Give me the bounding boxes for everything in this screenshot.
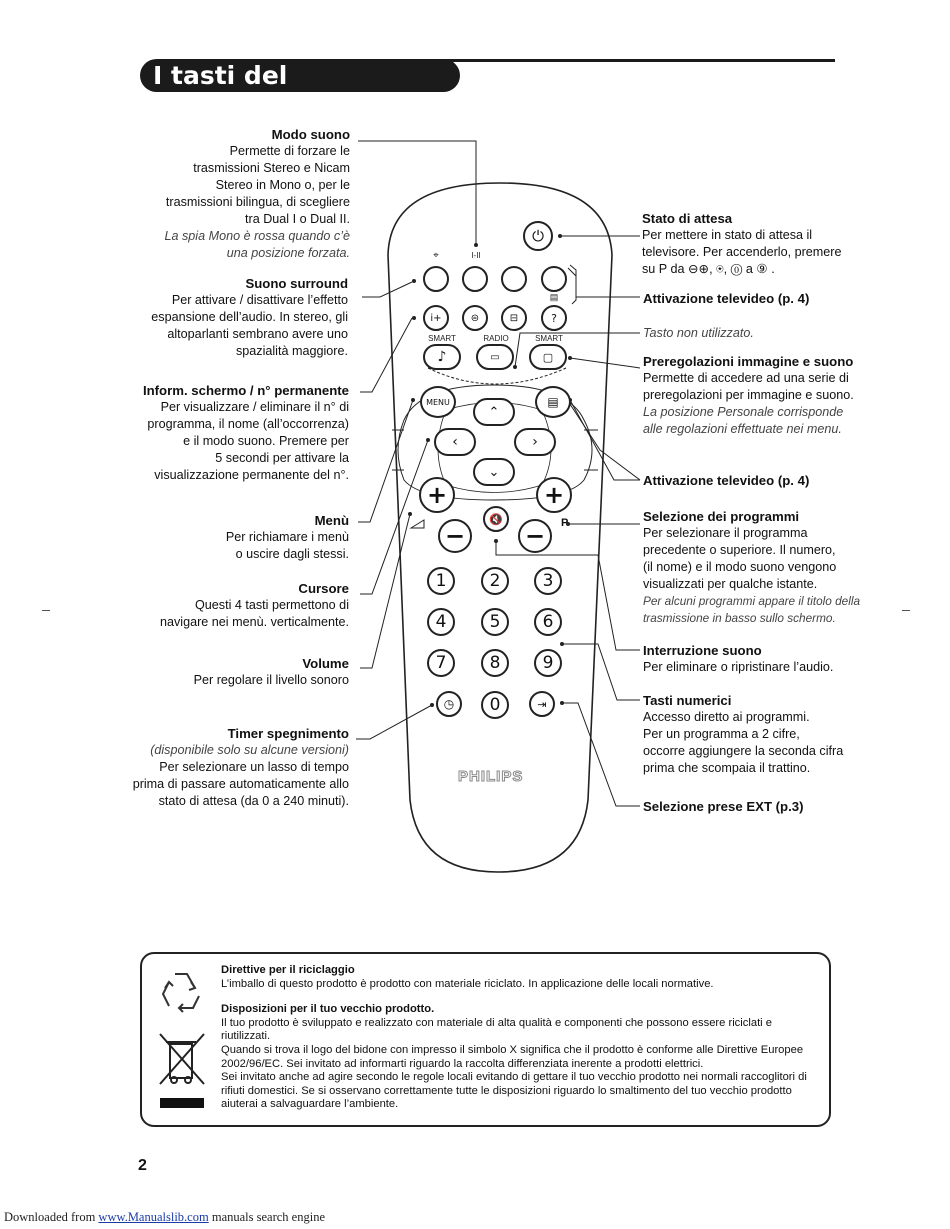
power-icon: ⏻: [532, 227, 544, 245]
teletext-mix-icon: ⊟: [509, 312, 519, 324]
annotation-preregolazioni: [643, 353, 878, 438]
chevron-down-icon: ⌄: [488, 464, 500, 480]
annotation-heading: Suono surround: [245, 276, 348, 291]
plus-icon: +: [426, 481, 448, 509]
annotation-heading: Inform. schermo / n° permanente: [142, 383, 349, 398]
disposal-paragraph: Il tuo prodotto è sviluppato e realizzato con materiale di alta qualità e componenti che possono essere riciclati e riutilizzati.: [221, 1016, 772, 1043]
standby-button[interactable]: [523, 221, 553, 251]
annotation-line: occorre aggiungere la seconda cifra: [643, 744, 844, 758]
chevron-right-icon: ›: [532, 434, 538, 450]
manualslib-link[interactable]: www.Manualslib.com: [98, 1210, 209, 1224]
program-down-button[interactable]: [518, 519, 552, 553]
annotation-line: 5 secondi per attivare la: [215, 451, 349, 465]
annotation-inform-schermo: [109, 382, 349, 484]
annotation-line: Per selezionare il programma: [643, 526, 808, 540]
annotation-heading: Timer spegnimento: [227, 726, 349, 741]
annotation-heading: Modo suono: [271, 127, 350, 142]
info-button[interactable]: [423, 305, 449, 331]
annotation-line: prima di passare automaticamente allo: [132, 777, 349, 791]
timer-icon: ◷: [443, 697, 455, 711]
annotation-line: tra Dual I o Dual II.: [245, 212, 350, 226]
annotation-line: stato di attesa (da 0 a 240 minuti).: [158, 794, 349, 808]
teletext-reveal-button[interactable]: [462, 305, 488, 331]
annotation-televideo-2: [643, 472, 878, 489]
music-note-icon: ♪: [437, 349, 447, 365]
annotation-line: Per alcuni programmi appare il titolo della: [643, 594, 861, 608]
surround-button[interactable]: [423, 266, 449, 292]
recycling-paragraph: L’imballo di questo prodotto è prodotto con materiale riciclato. In applicazione delle locali normative.: [221, 977, 714, 990]
picture-icon: ▢: [542, 350, 554, 364]
annotation-line: su P da ⊖⊕, ⍟, ⓪ a ⑨ .: [642, 262, 775, 276]
annotation-menu: [109, 512, 349, 563]
annotation-line: Per eliminare o ripristinare l’audio.: [643, 660, 834, 674]
digit-3-button[interactable]: 3: [534, 567, 562, 595]
annotation-interruzione-suono: [643, 642, 878, 676]
annotation-line: Tasto non utilizzato.: [643, 326, 754, 340]
annotation-line: alle regolazioni effettuate nei menu.: [643, 422, 842, 436]
annotation-line: Per visualizzare / eliminare il n° di: [160, 400, 349, 414]
annotation-line: La spia Mono è rossa quando c’è: [164, 229, 350, 243]
external-input-icon: ⇥: [537, 697, 547, 711]
page-title: I tasti del telecomando: [140, 59, 460, 92]
annotation-line: visualizzati per qualche istante.: [643, 577, 818, 591]
annotation-heading: Preregolazioni immagine e suono: [643, 354, 854, 369]
annotation-televideo-1: [643, 290, 878, 307]
volume-up-button[interactable]: [419, 477, 455, 513]
annotation-heading: Cursore: [298, 581, 349, 596]
unused-button-2[interactable]: [541, 266, 567, 292]
annotation-line: (il nome) e il modo suono vengono: [643, 560, 837, 574]
chevron-left-icon: ‹: [452, 434, 458, 450]
volume-down-button[interactable]: [438, 519, 472, 553]
digit-4-button[interactable]: 4: [427, 608, 455, 636]
disposal-paragraph: Quando si trova il logo del bidone con impresso il simbolo X significa che il prodotto è conforme alle Direttive Europee 2002/96/EC. Sei invitato ad informarti riguardo la raccolta differenziata inerente a prodotti elettrici.: [221, 1043, 804, 1070]
annotation-timer: [109, 725, 349, 810]
annotation-selezione-ext: [643, 798, 878, 815]
smart-picture-button[interactable]: [529, 344, 567, 370]
annotation-line: Per selezionare un lasso di tempo: [159, 760, 349, 774]
radio-label: RADIO: [483, 334, 509, 343]
cursor-down-button[interactable]: [473, 458, 515, 486]
annotation-line: o uscire dagli stessi.: [235, 547, 349, 561]
mute-icon: 🔇: [489, 512, 503, 526]
smart-label-1: SMART: [428, 334, 456, 343]
annotation-line: Permette di forzare le: [229, 144, 350, 158]
annotation-heading: Selezione prese EXT (p.3): [643, 799, 804, 814]
annotation-line: spazialità maggiore.: [235, 344, 348, 358]
annotation-line: Per regolare il livello sonoro: [193, 673, 349, 687]
annotation-line: navigare nei menù. verticalmente.: [159, 615, 349, 629]
recycling-text: [221, 964, 816, 1112]
teletext-small-icon: ▤: [549, 292, 559, 302]
annotation-line: Stereo in Mono o, per le: [215, 178, 350, 192]
annotation-line: altoparlanti sembrano avere uno: [167, 327, 348, 341]
annotation-line: Permette di accedere ad una serie di: [643, 371, 849, 385]
download-footer: [4, 1210, 325, 1225]
annotation-line: Per attivare / disattivare l’effetto: [171, 293, 348, 307]
wheelie-bin-icon: [156, 1032, 208, 1110]
margin-tick: [42, 610, 50, 611]
digit-7-button[interactable]: 7: [427, 649, 455, 677]
dual-label: I-II: [471, 251, 481, 260]
disposal-paragraph: Sei invitato anche ad agire secondo le regole locali evitando di gettare il tuo vecchio prodotto nei normali raccoglitori di rifiuti domestici. Se si osservano correttamente tutte le disposizioni riguardo lo smaltimento del tuo vecchio prodotto aiuterai a salvaguardare l’ambiente.: [221, 1071, 807, 1111]
annotation-line: trasmissioni Stereo e Nicam: [193, 161, 350, 175]
radio-button[interactable]: [476, 344, 514, 370]
annotation-volume: [109, 655, 349, 689]
teletext-mix-button[interactable]: [501, 305, 527, 331]
question-icon: ?: [551, 311, 557, 325]
smart-label-2: SMART: [535, 334, 563, 343]
annotation-line: visualizzazione permanente del n°.: [154, 468, 349, 482]
annotation-line: programma, il nome (all’occorrenza): [147, 417, 349, 431]
annotation-heading: Stato di attesa: [642, 211, 733, 226]
help-button[interactable]: [541, 305, 567, 331]
unused-button-1[interactable]: [501, 266, 527, 292]
footer-prefix: Downloaded from: [4, 1210, 99, 1224]
teletext-icon: ⊜: [470, 312, 480, 324]
annotation-suono-surround: [108, 275, 348, 360]
annotation-line: Per richiamare i menù: [225, 530, 349, 544]
info-icon: i+: [430, 312, 442, 324]
plus-icon: +: [543, 481, 565, 509]
digit-2-button[interactable]: 2: [481, 567, 509, 595]
smart-sound-button[interactable]: [423, 344, 461, 370]
annotation-line: precedente o superiore. Il numero,: [643, 543, 836, 557]
annotation-heading: Attivazione televideo (p. 4): [643, 473, 810, 488]
minus-icon: −: [524, 522, 546, 550]
ext-select-button[interactable]: [529, 691, 555, 717]
annotation-line: e il modo suono. Premere per: [183, 434, 349, 448]
teletext-button[interactable]: [535, 386, 571, 418]
annotation-stato-attesa: [642, 210, 877, 278]
sound-mode-button[interactable]: [462, 266, 488, 292]
program-up-button[interactable]: [536, 477, 572, 513]
annotation-heading: Volume: [302, 656, 349, 671]
digit-5-button[interactable]: 5: [481, 608, 509, 636]
digit-1-button[interactable]: 1: [427, 567, 455, 595]
annotation-heading: Menù: [314, 513, 349, 528]
sleep-timer-button[interactable]: [436, 691, 462, 717]
digit-9-button[interactable]: 9: [534, 649, 562, 677]
teletext-icon: ▤: [547, 395, 559, 409]
annotation-line: trasmissione in basso sullo schermo.: [643, 611, 836, 625]
annotation-heading: Attivazione televideo (p. 4): [643, 291, 810, 306]
digit-0-button[interactable]: 0: [481, 691, 509, 719]
annotation-cursore: [109, 580, 349, 631]
annotation-tasto-non-utilizzato: [643, 325, 878, 342]
annotation-line: La posizione Personale corrisponde: [643, 405, 844, 419]
mute-button[interactable]: [483, 506, 509, 532]
recycling-heading: Direttive per il riciclaggio: [221, 964, 355, 976]
annotation-line: (disponibile solo su alcune versioni): [150, 743, 349, 757]
annotation-line: Questi 4 tasti permettono di: [194, 598, 349, 612]
annotation-line: espansione dell’audio. In stereo, gli: [151, 310, 348, 324]
annotation-tasti-numerici: [643, 692, 878, 777]
disposal-heading: Disposizioni per il tuo vecchio prodotto.: [221, 1003, 435, 1016]
annotation-line: prima che scompaia il trattino.: [643, 761, 811, 775]
margin-tick: [902, 610, 910, 611]
annotation-line: televisore. Per accenderlo, premere: [642, 245, 842, 259]
annotation-line: preregolazioni per immagine e suono.: [643, 388, 854, 402]
cursor-up-button[interactable]: [473, 398, 515, 426]
cursor-right-button[interactable]: [514, 428, 556, 456]
annotation-selezione-programmi: [643, 508, 878, 627]
annotation-line: trasmissioni bilingua, di scegliere: [165, 195, 350, 209]
brand-logo: PHILIPS: [458, 768, 524, 785]
radio-icon: ▭: [490, 351, 500, 363]
annotation-heading: Selezione dei programmi: [643, 509, 800, 524]
annotation-line: una posizione forzata.: [226, 246, 350, 260]
annotation-modo-suono: [110, 126, 350, 262]
annotation-line: Per mettere in stato di attesa il: [642, 228, 813, 242]
annotation-heading: Interruzione suono: [643, 643, 762, 658]
recycle-icon: [155, 966, 207, 1016]
minus-icon: −: [444, 522, 466, 550]
surround-icon: ⌖: [433, 250, 439, 261]
cursor-left-button[interactable]: [434, 428, 476, 456]
menu-button[interactable]: MENU: [420, 386, 456, 418]
page-number: 2: [138, 1157, 147, 1174]
digit-6-button[interactable]: 6: [534, 608, 562, 636]
chevron-up-icon: ⌃: [488, 404, 500, 420]
digit-8-button[interactable]: 8: [481, 649, 509, 677]
annotation-line: Accesso diretto ai programmi.: [643, 710, 810, 724]
program-label: P: [561, 517, 569, 529]
footer-suffix: manuals search engine: [208, 1210, 325, 1224]
annotation-heading: Tasti numerici: [643, 693, 732, 708]
annotation-line: Per un programma a 2 cifre,: [643, 727, 800, 741]
